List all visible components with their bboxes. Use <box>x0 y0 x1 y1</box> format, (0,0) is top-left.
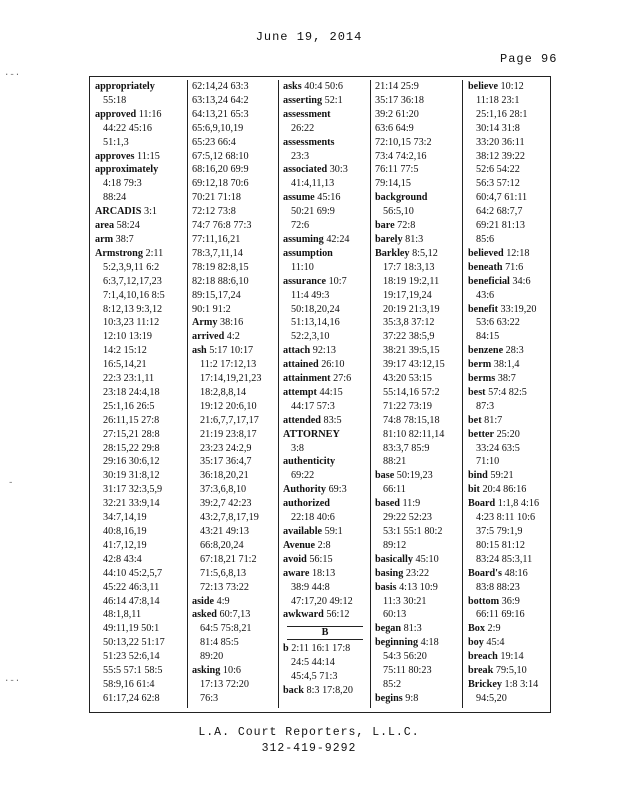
index-entry: asserting 52:1 <box>283 94 343 106</box>
index-entry: ATTORNEY <box>283 428 340 440</box>
index-continuation: 89:20 <box>200 651 224 663</box>
index-continuation: 4:18 79:3 <box>103 178 142 190</box>
index-entry: bare 72:8 <box>375 220 416 232</box>
index-continuation: 88:21 <box>383 456 407 468</box>
index-continuation: 77:11,16,21 <box>192 233 241 245</box>
index-entry: boy 45:4 <box>468 637 505 649</box>
index-continuation: 25:1,16 28:1 <box>476 108 528 120</box>
index-continuation: 69:22 <box>291 470 315 482</box>
index-continuation: 7:1,4,10,16 8:5 <box>103 289 165 301</box>
scan-mark: - <box>8 478 14 488</box>
index-continuation: 87:3 <box>476 400 495 412</box>
index-continuation: 75:11 80:23 <box>383 665 432 677</box>
index-entry: asking 10:6 <box>192 665 241 677</box>
index-continuation: 45:22 46:3,11 <box>103 581 160 593</box>
index-continuation: 37:22 38:5,9 <box>383 331 435 343</box>
index-entry: authorized <box>283 498 330 510</box>
index-entry: awkward 56:12 <box>283 609 350 621</box>
index-entry: asked 60:7,13 <box>192 609 251 621</box>
index-entry: believed 12:18 <box>468 247 530 259</box>
index-continuation: 60:4,7 61:11 <box>476 192 528 204</box>
footer-phone: 312-419-9292 <box>261 742 357 755</box>
index-continuation: 11:10 <box>291 261 314 273</box>
index-entry: assessment <box>283 108 331 120</box>
index-entry: arm 38:7 <box>95 233 134 245</box>
index-entry: bet 81:7 <box>468 414 503 426</box>
index-entry: begins 9:8 <box>375 692 419 704</box>
index-continuation: 8:12,13 9:3,12 <box>103 303 163 315</box>
index-continuation: 65:23 66:4 <box>192 136 236 148</box>
index-continuation: 80:15 81:12 <box>476 539 525 551</box>
index-continuation: 88:24 <box>103 192 127 204</box>
index-continuation: 50:13,22 51:17 <box>103 637 165 649</box>
index-entry: benzene 28:3 <box>468 345 524 357</box>
index-continuation: 17:14,19,21,23 <box>200 373 262 385</box>
index-continuation: 78:3,7,11,14 <box>192 247 243 259</box>
index-entry: bit 20:4 86:16 <box>468 484 527 496</box>
index-continuation: 39:2,7 42:23 <box>200 498 252 510</box>
index-continuation: 81:4 85:5 <box>200 637 239 649</box>
index-continuation: 85:6 <box>476 233 495 245</box>
index-entry: barely 81:3 <box>375 233 424 245</box>
index-continuation: 85:2 <box>383 678 402 690</box>
index-entry: ARCADIS 3:1 <box>95 206 157 218</box>
index-continuation: 39:17 43:12,15 <box>383 359 445 371</box>
index-continuation: 29:22 52:23 <box>383 512 432 524</box>
index-continuation: 18:2,8,8,14 <box>200 386 247 398</box>
index-entry: attended 83:5 <box>283 414 342 426</box>
index-continuation: 47:17,20 49:12 <box>291 595 353 607</box>
index-continuation: 42:8 43:4 <box>103 553 142 565</box>
index-entry: approximately <box>95 164 159 176</box>
index-continuation: 83:24 85:3,11 <box>476 553 533 565</box>
index-entry: Barkley 8:5,12 <box>375 247 438 259</box>
index-continuation: 78:19 82:8,15 <box>192 261 249 273</box>
column-divider <box>278 80 279 708</box>
index-continuation: 22:3 23:1,11 <box>103 373 155 385</box>
index-entry: asks 40:4 50:6 <box>283 81 344 92</box>
index-entry: back 8:3 17:8,20 <box>283 685 353 697</box>
index-continuation: 3:8 <box>291 442 305 454</box>
index-continuation: 49:11,19 50:1 <box>103 623 160 635</box>
index-entry: basing 23:22 <box>375 567 430 579</box>
index-entry: aside 4:9 <box>192 595 230 607</box>
index-continuation: 90:1 91:2 <box>192 303 231 315</box>
index-continuation: 22:18 40:6 <box>291 512 335 524</box>
index-continuation: 24:5 44:14 <box>291 657 335 669</box>
index-continuation: 19:12 20:6,10 <box>200 400 257 412</box>
index-continuation: 74:8 78:15,18 <box>383 414 440 426</box>
index-entry: approved 11:16 <box>95 108 162 120</box>
index-continuation: 37:3,6,8,10 <box>200 484 247 496</box>
index-continuation: 14:2 15:12 <box>103 345 147 357</box>
index-continuation: 52:6 54:22 <box>476 164 520 176</box>
index-entry: appropriately <box>95 81 155 92</box>
index-continuation: 18:19 19:2,11 <box>383 275 440 287</box>
index-continuation: 21:6,7,7,17,17 <box>200 414 259 426</box>
column-divider <box>187 80 188 708</box>
index-continuation: 33:20 36:11 <box>476 136 525 148</box>
index-entry: believe 10:12 <box>468 81 524 92</box>
index-entry: berms 38:7 <box>468 373 516 385</box>
index-continuation: 63:6 64:9 <box>375 122 414 134</box>
index-continuation: 27:15,21 28:8 <box>103 428 160 440</box>
index-continuation: 16:5,14,21 <box>103 359 147 371</box>
index-entry: approves 11:15 <box>95 150 160 162</box>
index-entry: began 81:3 <box>375 623 422 635</box>
index-continuation: 89:15,17,24 <box>192 289 241 301</box>
index-entry: beneath 71:6 <box>468 261 524 273</box>
index-continuation: 55:18 <box>103 94 127 106</box>
index-entry: benefit 33:19,20 <box>468 303 537 315</box>
index-continuation: 94:5,20 <box>476 692 507 704</box>
index-column-2 <box>192 80 276 710</box>
index-continuation: 43:20 53:15 <box>383 373 432 385</box>
index-continuation: 67:18,21 71:2 <box>200 553 257 565</box>
index-continuation: 30:19 31:8,12 <box>103 470 160 482</box>
index-entry: b 2:11 16:1 17:8 <box>283 643 351 655</box>
index-continuation: 17:13 72:20 <box>200 678 249 690</box>
index-continuation: 21:19 23:8,17 <box>200 428 257 440</box>
index-entry: Authority 69:3 <box>283 484 347 496</box>
index-continuation: 53:1 55:1 80:2 <box>383 526 443 537</box>
index-continuation: 72:12 73:8 <box>192 206 236 218</box>
index-continuation: 50:21 69:9 <box>291 206 335 218</box>
index-continuation: 46:14 47:8,14 <box>103 595 160 607</box>
index-entry: base 50:19,23 <box>375 470 433 482</box>
index-entry: Brickey 1:8 3:14 <box>468 678 539 690</box>
index-continuation: 43:21 49:13 <box>200 526 249 537</box>
index-continuation: 55:5 57:1 58:5 <box>103 665 163 677</box>
index-continuation: 11:4 49:3 <box>291 289 330 301</box>
index-continuation: 74:7 76:8 77:3 <box>192 220 252 232</box>
index-entry: assume 45:16 <box>283 192 341 204</box>
index-entry: bottom 36:9 <box>468 595 520 607</box>
index-entry: beneficial 34:6 <box>468 275 531 287</box>
index-continuation: 34:7,14,19 <box>103 512 147 524</box>
index-continuation: 6:3,7,12,17,23 <box>103 275 162 287</box>
index-entry: assessments <box>283 136 335 148</box>
index-continuation: 32:21 33:9,14 <box>103 498 160 510</box>
index-continuation: 71:10 <box>476 456 500 468</box>
index-entry: background <box>375 192 428 204</box>
index-continuation: 35:17 36:18 <box>375 94 424 106</box>
column-divider <box>462 80 463 708</box>
index-continuation: 40:8,16,19 <box>103 526 147 537</box>
index-continuation: 35:3,8 37:12 <box>383 317 435 329</box>
index-continuation: 69:12,18 70:6 <box>192 178 249 190</box>
index-column-5 <box>468 80 550 710</box>
index-continuation: 68:16,20 69:9 <box>192 164 249 176</box>
index-continuation: 36:18,20,21 <box>200 470 249 482</box>
index-continuation: 61:17,24 62:8 <box>103 692 160 704</box>
footer-company: L.A. Court Reporters, L.L.C. <box>198 726 420 739</box>
index-entry: Avenue 2:8 <box>283 539 331 551</box>
index-continuation: 69:21 81:13 <box>476 220 525 232</box>
scan-mark: ·-· <box>4 70 21 80</box>
index-continuation: 65:6,9,10,19 <box>192 122 244 134</box>
index-entry: better 25:20 <box>468 428 520 440</box>
index-entry: area 58:24 <box>95 220 140 232</box>
index-continuation: 72:6 <box>291 220 310 232</box>
index-continuation: 5:2,3,9,11 6:2 <box>103 261 160 273</box>
index-continuation: 30:14 31:8 <box>476 122 520 134</box>
index-continuation: 71:5,6,8,13 <box>200 567 247 579</box>
index-continuation: 55:14,16 57:2 <box>383 386 440 398</box>
index-entry: Box 2:9 <box>468 623 501 635</box>
index-continuation: 28:15,22 29:8 <box>103 442 160 454</box>
index-continuation: 33:24 63:5 <box>476 442 520 454</box>
index-continuation: 48:1,8,11 <box>103 609 142 621</box>
index-continuation: 44:17 57:3 <box>291 400 335 412</box>
index-entry: break 79:5,10 <box>468 665 527 677</box>
column-divider <box>370 80 371 708</box>
index-continuation: 19:17,19,24 <box>383 289 432 301</box>
index-continuation: 70:21 71:18 <box>192 192 241 204</box>
index-continuation: 83:3,7 85:9 <box>383 442 430 454</box>
index-continuation: 38:21 39:5,15 <box>383 345 440 357</box>
index-column-1 <box>95 80 185 710</box>
index-entry: basis 4:13 10:9 <box>375 581 438 593</box>
index-continuation: 52:2,3,10 <box>291 331 330 343</box>
index-continuation: 66:8,20,24 <box>200 539 244 551</box>
index-entry: beginning 4:18 <box>375 637 439 649</box>
index-continuation: 26:22 <box>291 122 315 134</box>
index-continuation: 26:11,15 27:8 <box>103 414 160 426</box>
index-continuation: 53:6 63:22 <box>476 317 520 329</box>
index-entry: assumption <box>283 247 333 259</box>
index-continuation: 12:10 13:19 <box>103 331 152 343</box>
index-continuation: 72:10,15 73:2 <box>375 136 432 148</box>
index-continuation: 50:18,20,24 <box>291 303 340 315</box>
index-entry: attainment 27:6 <box>283 373 352 385</box>
index-entry: Army 38:16 <box>192 317 244 329</box>
index-continuation: 56:5,10 <box>383 206 414 218</box>
index-continuation: 21:14 25:9 <box>375 81 419 92</box>
index-continuation: 11:3 30:21 <box>383 595 427 607</box>
index-continuation: 23:3 <box>291 150 310 162</box>
index-continuation: 38:12 39:22 <box>476 150 525 162</box>
index-continuation: 67:5,12 68:10 <box>192 150 249 162</box>
index-continuation: 41:7,12,19 <box>103 539 147 551</box>
index-continuation: 11:18 23:1 <box>476 94 520 106</box>
index-continuation: 4:23 8:11 10:6 <box>476 512 536 524</box>
index-entry: best 57:4 82:5 <box>468 386 527 398</box>
index-continuation: 51:1,3 <box>103 136 129 148</box>
index-continuation: 83:8 88:23 <box>476 581 520 593</box>
index-continuation: 63:13,24 64:2 <box>192 94 249 106</box>
index-continuation: 66:11 69:16 <box>476 609 525 621</box>
index-column-3 <box>283 80 369 710</box>
index-entry: available 59:1 <box>283 526 343 537</box>
index-continuation: 60:13 <box>383 609 407 621</box>
index-continuation: 43:6 <box>476 289 495 301</box>
index-continuation: 54:3 56:20 <box>383 651 427 663</box>
index-continuation: 43:2,7,8,17,19 <box>200 512 259 524</box>
index-continuation: 66:11 <box>383 484 406 496</box>
index-continuation: 17:7 18:3,13 <box>383 261 435 273</box>
index-continuation: 64:2 68:7,7 <box>476 206 523 218</box>
index-entry: authenticity <box>283 456 336 468</box>
index-continuation: 81:10 82:11,14 <box>383 428 445 440</box>
index-continuation: 58:9,16 61:4 <box>103 678 155 690</box>
index-entry: avoid 56:15 <box>283 553 333 565</box>
index-continuation: 38:9 44:8 <box>291 581 330 593</box>
index-entry: Board 1:1,8 4:16 <box>468 498 540 510</box>
index-entry: breach 19:14 <box>468 651 524 663</box>
index-continuation: 20:19 21:3,19 <box>383 303 440 315</box>
index-continuation: 41:4,11,13 <box>291 178 335 190</box>
index-continuation: 25:1,16 26:5 <box>103 400 155 412</box>
index-continuation: 89:12 <box>383 539 407 551</box>
index-continuation: 39:2 61:20 <box>375 108 419 120</box>
index-continuation: 37:5 79:1,9 <box>476 526 523 537</box>
index-entry: assuming 42:24 <box>283 233 350 245</box>
index-entry: aware 18:13 <box>283 567 336 579</box>
index-continuation: 64:13,21 65:3 <box>192 108 249 120</box>
index-continuation: 76:11 77:5 <box>375 164 419 176</box>
index-entry: attained 26:10 <box>283 359 345 371</box>
index-entry: bind 59:21 <box>468 470 514 482</box>
index-continuation: 79:14,15 <box>375 178 411 190</box>
index-continuation: 35:17 36:4,7 <box>200 456 252 468</box>
index-entry: Board's 48:16 <box>468 567 528 579</box>
index-entry: basically 45:10 <box>375 553 439 565</box>
index-column-4 <box>375 80 461 710</box>
index-entry: attempt 44:15 <box>283 386 343 398</box>
index-continuation: 73:4 74:2,16 <box>375 150 427 162</box>
scan-mark: ·-· <box>4 676 21 686</box>
index-continuation: 11:2 17:12,13 <box>200 359 257 371</box>
index-continuation: 84:15 <box>476 331 500 343</box>
index-entry: based 11:9 <box>375 498 421 510</box>
index-continuation: 44:22 45:16 <box>103 122 152 134</box>
index-continuation: 62:14,24 63:3 <box>192 81 249 92</box>
page-number: Page 96 <box>500 52 558 66</box>
index-entry: attach 92:13 <box>283 345 336 357</box>
index-continuation: 76:3 <box>200 692 219 704</box>
index-continuation: 82:18 88:6,10 <box>192 275 249 287</box>
index-continuation: 29:16 30:6,12 <box>103 456 160 468</box>
index-entry: arrived 4:2 <box>192 331 240 343</box>
index-entry: assurance 10:7 <box>283 275 347 287</box>
index-continuation: 51:23 52:6,14 <box>103 651 160 663</box>
index-continuation: 71:22 73:19 <box>383 400 432 412</box>
index-continuation: 23:23 24:2,9 <box>200 442 252 454</box>
index-continuation: 10:3,23 11:12 <box>103 317 160 329</box>
index-continuation: 31:17 32:3,5,9 <box>103 484 163 496</box>
index-entry: associated 30:3 <box>283 164 348 176</box>
index-entry: ash 5:17 10:17 <box>192 345 254 357</box>
index-continuation: 23:18 24:4,18 <box>103 386 160 398</box>
transcript-date: June 19, 2014 <box>255 30 363 44</box>
index-continuation: 44:10 45:2,5,7 <box>103 567 163 579</box>
index-continuation: 56:3 57:12 <box>476 178 520 190</box>
index-continuation: 45:4,5 71:3 <box>291 671 338 683</box>
section-letter: B <box>287 626 363 640</box>
index-entry: berm 38:1,4 <box>468 359 520 371</box>
index-entry: Armstrong 2:11 <box>95 247 164 259</box>
index-continuation: 72:13 73:22 <box>200 581 249 593</box>
index-continuation: 51:13,14,16 <box>291 317 340 329</box>
index-continuation: 64:5 75:8,21 <box>200 623 252 635</box>
